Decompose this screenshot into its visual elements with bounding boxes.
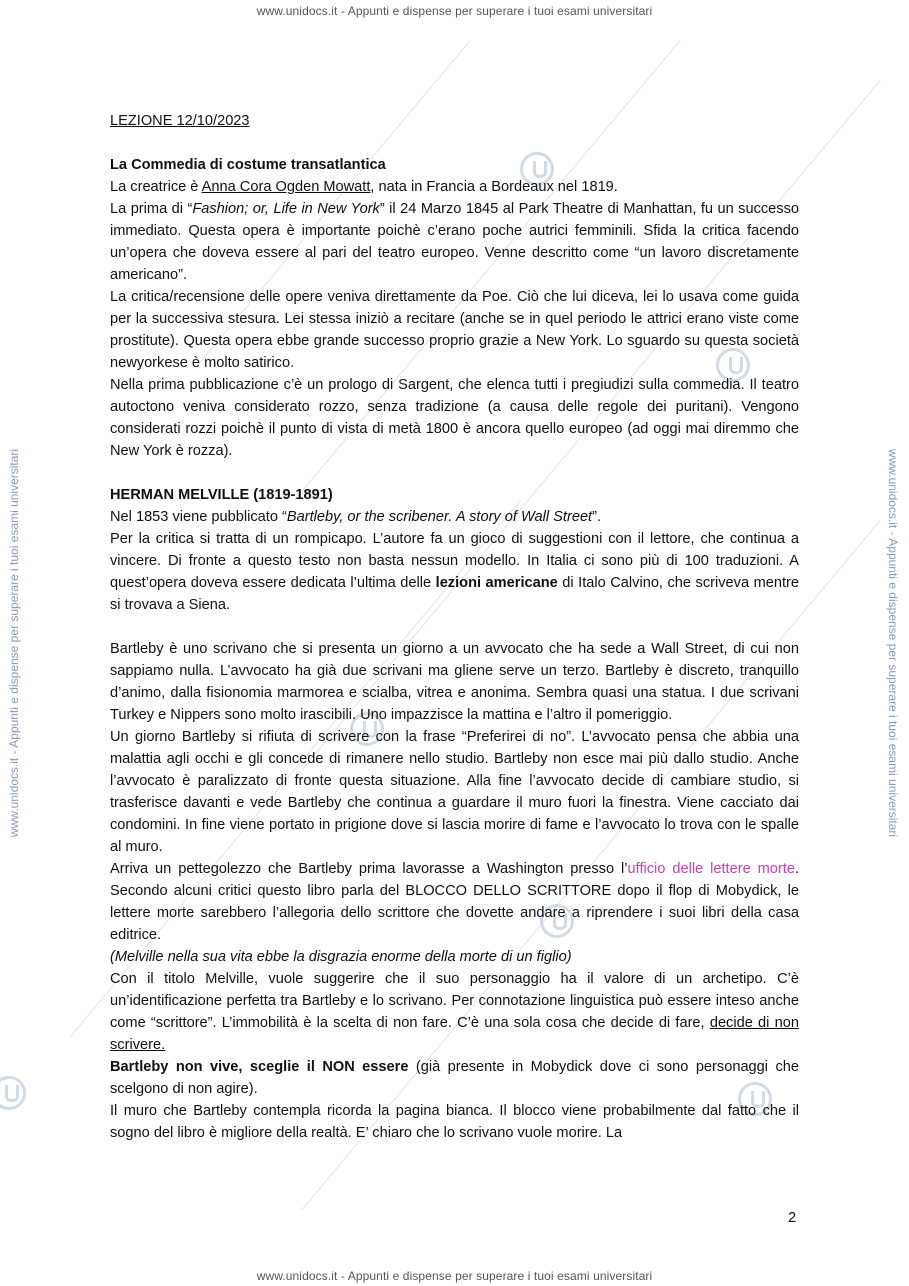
section-title-commedia: La Commedia di costume transatlantica xyxy=(110,157,386,173)
paragraph-italic: (Melville nella sua vita ebbe la disgrazia enorme della morte di un figlio) xyxy=(110,949,572,965)
bold-phrase: Bartleby non vive, sceglie il NON essere xyxy=(110,1059,409,1075)
paragraph: Con il titolo Melville, vuole suggerire che il suo personaggio ha il valore di un archetipo. C’è un’identificazione perfetta tra Bartleby e lo scrivano. Per connotazione linguistica può essere inteso anche come “scrittore”. L’immobilità è la scelta di non fare. C’è una sola cosa che decide di fare, decide di non scrivere. xyxy=(110,971,799,1053)
paragraph: Bartleby non vive, sceglie il NON essere (già presente in Mobydick dove ci sono personaggi che scelgono di non agire). xyxy=(110,1059,799,1097)
paragraph: Per la critica si tratta di un rompicapo. L’autore fa un gioco di suggestioni con il lettore, che continua a vincere. Di fronte a questo testo non basta nessun modello. In Italia ci sono più di 100 traduzioni. A quest’opera doveva essere dedicata l’ultima delle lezioni americane di Italo Calvino, che scriveva mentre si trovava a Siena. xyxy=(110,531,800,613)
section-title-melville: HERMAN MELVILLE (1819-1891) xyxy=(110,487,333,503)
bold-phrase: lezioni americane xyxy=(435,575,558,591)
watermark-right: www.unidocs.it - Appunti e dispense per superare i tuoi esami universitari xyxy=(886,448,900,838)
paragraph: Nella prima pubblicazione c’è un prologo di Sargent, che elenca tutti i pregiudizi sulla commedia. Il teatro autoctono veniva considerato rozzo, senza tradizione (a causa delle regole dei puritani). Vengono considerati rozzi poichè il punto di vista di metà 1800 è ancora quello europeo (ad oggi mai diremmo che New York è rozza). xyxy=(110,377,799,459)
highlighted-phrase: ufficio delle lettere morte xyxy=(627,861,795,877)
paragraph: Un giorno Bartleby si rifiuta di scrivere con la frase “Preferirei di no”. L’avvocato pensa che abbia una malattia agli occhi e gli concede di rimanere nello studio. Bartleby non esce mai più dallo studio. Anche l’avvocato è paralizzato di fronte questa situazione. Alla fine l’avvocato decide di cambiare studio, si trasferisce davanti e vede Bartleby che continua a guardare il muro fuori la finestra. Viene cacciato dai condomini. In fine viene portato in prigione dove si lascia morire di fame e l’avvocato lo trova con le spalle al muro. xyxy=(110,729,799,855)
lesson-date-heading: LEZIONE 12/10/2023 xyxy=(110,113,250,129)
paragraph: Nel 1853 viene pubblicato “Bartleby, or the scribener. A story of Wall Street”. xyxy=(110,509,602,525)
paragraph: La prima di “Fashion; or, Life in New York” il 24 Marzo 1845 al Park Theatre di Manhattan, fu un successo immediato. Questa opera è importante poichè c’erano poche autrici femminili. Sfida la critica facendo un’opera che doveva essere al pari del teatro europeo. Venne descritto come “un lavoro discretamente americano”. xyxy=(110,201,799,283)
paragraph: La critica/recensione delle opere veniva direttamente da Poe. Ciò che lui diceva, lei lo usava come guida per la successiva stesura. Lei stessa iniziò a recitare (anche se in quel periodo le attrici erano viste come prostitute). Questa opera ebbe grande successo proprio grazie a New York. Lo sguardo su questa società newyorkese è molto satirico. xyxy=(110,289,799,371)
paragraph: Arriva un pettegolezzo che Bartleby prima lavorasse a Washington presso l’ufficio delle lettere morte. Secondo alcuni critici questo libro parla del BLOCCO DELLO SCRITTORE dopo il flop di Mobydick, le lettere morte sarebbero l’allegoria dello scrittore che dovette andare a riprendere i suoi libri della casa editrice. xyxy=(110,861,799,943)
underlined-phrase: decide di non scrivere. xyxy=(110,1015,799,1053)
paragraph: La creatrice è Anna Cora Ogden Mowatt, nata in Francia a Bordeaux nel 1819. xyxy=(110,179,618,195)
work-title: Bartleby, or the scribener. A story of Wall Street xyxy=(286,509,593,525)
document-body xyxy=(110,110,799,1144)
watermark-bottom: www.unidocs.it - Appunti e dispense per superare i tuoi esami universitari xyxy=(256,1269,653,1283)
work-title: Fashion; or, Life in New York xyxy=(192,201,380,217)
paragraph: Il muro che Bartleby contempla ricorda la pagina bianca. Il blocco viene probabilmente dal fatto che il sogno del libro è migliore della realtà. E’ chiaro che lo scrivano vuole morire. La xyxy=(110,1103,799,1141)
paragraph: Bartleby è uno scrivano che si presenta un giorno a un avvocato che ha sede a Wall Street, di cui non sappiamo nulla. L’avvocato ha già due scrivani ma gliene serve un terzo. Bartleby è discreto, tranquillo d’animo, dalla fisionomia marmorea e scialba, vitrea e anonima. Sembra quasi una statua. I due scrivani Turkey e Nippers sono molto irascibili. Uno impazzisce la mattina e l’altro il pomeriggio. xyxy=(110,641,799,723)
watermark-left: www.unidocs.it - Appunti e dispense per superare i tuoi esami universitari xyxy=(7,448,21,838)
watermark-top: www.unidocs.it - Appunti e dispense per superare i tuoi esami universitari xyxy=(256,4,653,18)
author-name-underlined: Anna Cora Ogden Mowatt xyxy=(201,179,371,195)
page-number: 2 xyxy=(788,1210,797,1226)
unidocs-logo-icon xyxy=(0,1076,26,1110)
